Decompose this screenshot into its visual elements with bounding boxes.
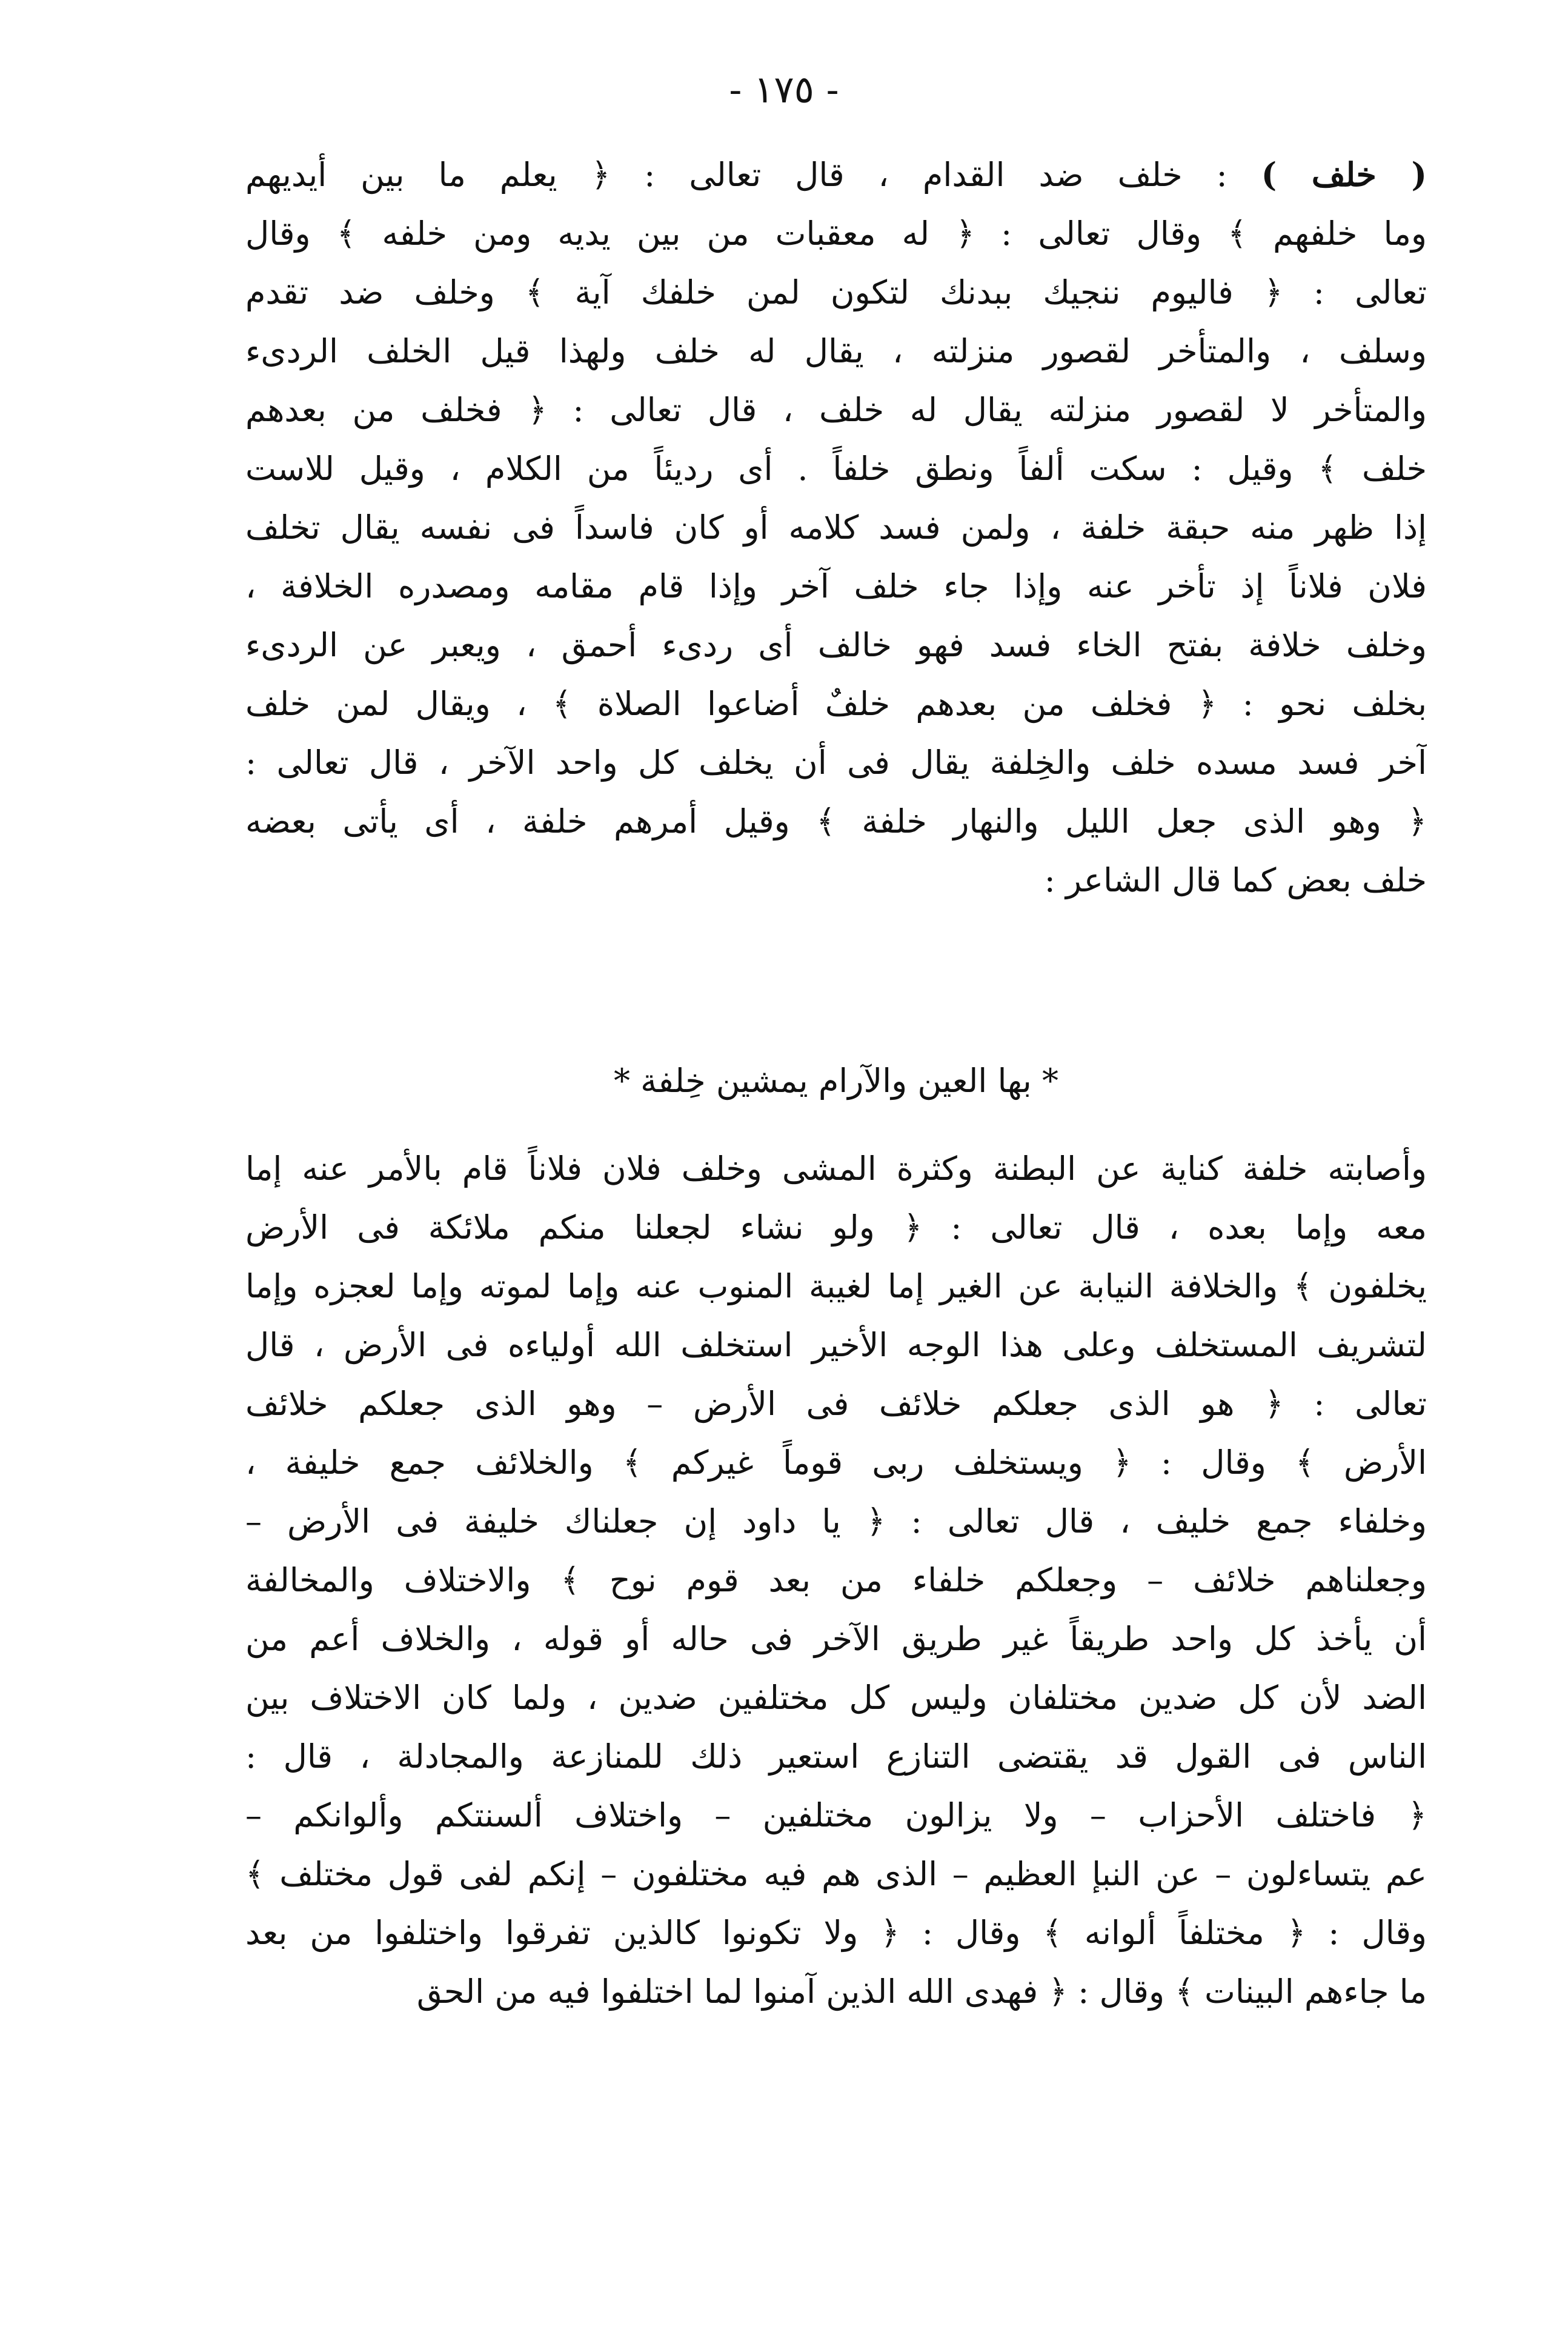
text-line: خلف بعض كما قال الشاعر : (1044, 861, 1427, 899)
text-line: ما جاءهم البينات ﴾ وقال : ﴿ فهدى الله الذين آمنوا لما اختلفوا فيه من الحق (416, 1973, 1427, 2011)
text-line: الأرض ﴾ وقال : ﴿ ويستخلف ربى قوماً غيركم ﴾ والخلائف جمع خليفة ، (245, 1444, 1427, 1482)
text-line: معه وإما بعده ، قال تعالى : ﴿ ولو نشاء لجعلنا منكم ملائكة فى الأرض (245, 1208, 1427, 1247)
text-line: إذا ظهر منه حبقة خلفة ، ولمن فسد كلامه أو كان فاسداً فى نفسه يقال تخلف (245, 508, 1427, 547)
text-line: وخلف خلافة بفتح الخاء فسد فهو خالف أى ردىء أحمق ، ويعبر عن الردىء (245, 626, 1427, 664)
text-line: والمتأخر لا لقصور منزلته يقال له خلف ، قال تعالى : ﴿ فخلف من بعدهم (245, 391, 1427, 429)
text-line: تعالى : ﴿ فاليوم ننجيك ببدنك لتكون لمن خلفك آية ﴾ وخلف ضد تقدم (245, 273, 1427, 311)
text-line: وخلفاء جمع خليف ، قال تعالى : ﴿ يا داود إن جعلناك خليفة فى الأرض – (245, 1502, 1427, 1540)
text-line: بخلف نحو : ﴿ فخلف من بعدهم خلفٌ أضاعوا الصلاة ﴾ ، ويقال لمن خلف (245, 685, 1427, 723)
text-line: الناس فى القول قد يقتضى التنازع استعير ذلك للمنازعة والمجادلة ، قال : (245, 1737, 1427, 1776)
text-line: تعالى : ﴿ هو الذى جعلكم خلائف فى الأرض – وهو الذى جعلكم خلائف (245, 1385, 1427, 1423)
text-line: وأصابته خلفة كناية عن البطنة وكثرة المشى وخلف فلان فلاناً قام بالأمر عنه إما (245, 1150, 1427, 1188)
text-line-content: : خلف ضد القدام ، قال تعالى : ﴿ يعلم ما بين أيديهم (245, 156, 1261, 194)
text-line: ﴿ وهو الذى جعل الليل والنهار خلفة ﴾ وقيل أمرهم خلفة ، أى يأتى بعضه (245, 802, 1427, 841)
poetry-verse: * بها العين والآرام يمشين خِلفة * (613, 1062, 1058, 1100)
text-line: فلان فلاناً إذ تأخر عنه وإذا جاء خلف آخر وإذا قام مقامه ومصدره الخلافة ، (245, 567, 1427, 605)
continuation-paragraph (245, 1139, 1427, 2021)
text-line: وسلف ، والمتأخر لقصور منزلته ، يقال له خلف ولهذا قيل الخلف الردىء (245, 332, 1427, 370)
page-number: - ١٧٥ - (729, 67, 839, 112)
entry-headword: ( خلف ) (1261, 155, 1427, 194)
text-line: لتشريف المستخلف وعلى هذا الوجه الأخير استخلف الله أولياءه فى الأرض ، قال (245, 1326, 1427, 1364)
text-line (245, 145, 1427, 204)
text-line: وقال : ﴿ مختلفاً ألوانه ﴾ وقال : ﴿ ولا تكونوا كالذين تفرقوا واختلفوا من بعد (245, 1914, 1427, 1952)
text-line: ﴿ فاختلف الأحزاب – ولا يزالون مختلفين – واختلاف ألسنتكم وألوانكم – (245, 1796, 1427, 1834)
entry-paragraph (245, 145, 1427, 910)
text-line: وما خلفهم ﴾ وقال تعالى : ﴿ له معقبات من بين يديه ومن خلفه ﴾ وقال (245, 215, 1427, 253)
text-line: آخر فسد مسده خلف والخِلفة يقال فى أن يخلف كل واحد الآخر ، قال تعالى : (245, 744, 1427, 782)
text-line: خلف ﴾ وقيل : سكت ألفاً ونطق خلفاً . أى رديئاً من الكلام ، وقيل للاست (245, 450, 1427, 488)
text-line: عم يتساءلون – عن النبإ العظيم – الذى هم فيه مختلفون – إنكم لفى قول مختلف ﴾ (245, 1855, 1427, 1893)
text-line: وجعلناهم خلائف – وجعلكم خلفاء من بعد قوم نوح ﴾ والاختلاف والمخالفة (245, 1561, 1427, 1599)
text-line: يخلفون ﴾ والخلافة النيابة عن الغير إما لغيبة المنوب عنه وإما لموته وإما لعجزه وإما (245, 1267, 1427, 1305)
text-line: الضد لأن كل ضدين مختلفان وليس كل مختلفين ضدين ، ولما كان الاختلاف بين (245, 1679, 1427, 1717)
text-line: أن يأخذ كل واحد طريقاً غير طريق الآخر فى حاله أو قوله ، والخلاف أعم من (245, 1620, 1427, 1658)
